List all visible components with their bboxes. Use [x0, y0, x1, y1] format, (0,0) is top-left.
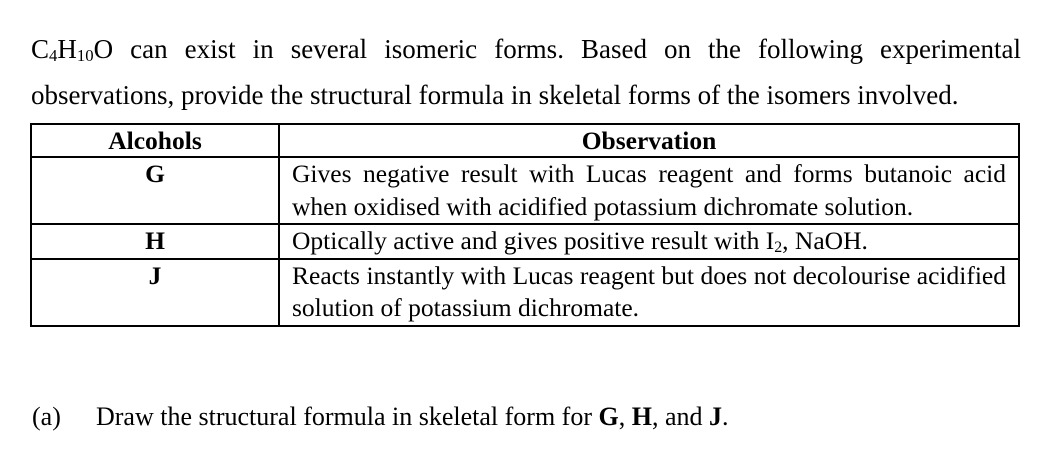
- formula-o: O: [93, 34, 114, 64]
- table-header-row: [31, 124, 1019, 157]
- intro-line-2: observations, provide the structural formula in skeletal forms of the isomers involved.: [31, 80, 959, 110]
- observation-table: [30, 123, 1020, 327]
- observation-text: Optically active and gives positive result with I: [292, 226, 775, 255]
- question-a: [32, 401, 729, 433]
- separator: ,: [618, 402, 632, 431]
- alcohol-cell: H: [31, 224, 279, 259]
- formula-c-count: 4: [49, 46, 58, 65]
- observation-text-end: , NaOH.: [782, 226, 868, 255]
- alcohol-cell: J: [31, 259, 279, 326]
- isomer-h: H: [631, 402, 652, 431]
- isomer-g: G: [598, 402, 619, 431]
- intro-line-1: [31, 26, 1021, 72]
- table-row: [31, 157, 1019, 224]
- formula-h: H: [57, 34, 77, 64]
- isomer-j: J: [709, 402, 723, 431]
- header-alcohols: Alcohols: [31, 124, 279, 157]
- iodine-subscript: 2: [774, 238, 783, 256]
- observation-cell: [279, 224, 1019, 259]
- separator: , and: [651, 402, 710, 431]
- question-label: (a): [32, 402, 61, 431]
- question-end: .: [722, 402, 729, 431]
- formula-c: C: [31, 34, 50, 64]
- table-row: [31, 259, 1019, 326]
- question-text: Draw the structural formula in skeletal form for: [96, 402, 599, 431]
- formula-h-count: 10: [76, 46, 94, 65]
- observation-cell: Reacts instantly with Lucas reagent but does not decolourise acidified solution of potassium dichromate.: [279, 259, 1019, 326]
- table-row: [31, 224, 1019, 259]
- intro-paragraph: [31, 26, 1021, 118]
- header-observation: Observation: [279, 124, 1019, 157]
- observation-cell: Gives negative result with Lucas reagent and forms butanoic acid when oxidised with acidified potassium dichromate solution.: [279, 157, 1019, 224]
- intro-line-1-text: can exist in several isomeric forms. Based on the following experimental: [113, 34, 1021, 64]
- alcohol-cell: G: [31, 157, 279, 224]
